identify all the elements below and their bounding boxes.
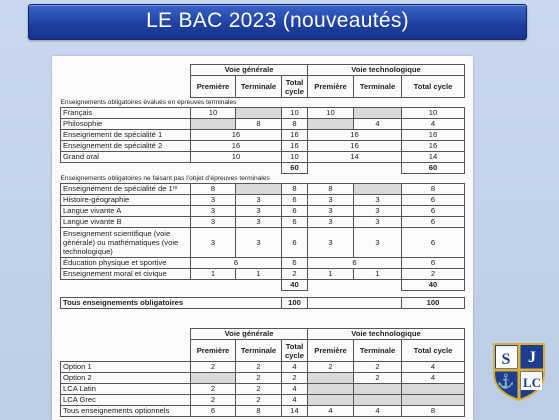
- section-label: Enseignements obligatoires ne faisant pas l’objet d’épreuves terminales: [60, 175, 270, 182]
- table-row: LCA Grec 2 2 4: [61, 395, 465, 406]
- col-header: Terminale: [236, 340, 282, 362]
- table-row: Enseignement de spécialité 2 16 16 16 16: [61, 141, 465, 152]
- table-row: LCA Latin 2 2 4: [61, 384, 465, 395]
- group-header-generale: Voie générale: [191, 65, 308, 76]
- table-row: Option 1 2 2 4 2 2 4: [61, 362, 465, 373]
- table-row: Langue vivante B 3 3 6 3 3 6: [61, 217, 465, 228]
- subtotal-row: 60 60: [61, 163, 465, 174]
- total-row: Tous enseignements obligatoires 100 100: [61, 298, 465, 309]
- svg-text:LC: LC: [522, 375, 542, 390]
- title-bar: [28, 4, 527, 40]
- table-row: Français 10 10 10 10: [61, 108, 465, 119]
- school-crest-logo: [490, 340, 548, 402]
- table-row: Grand oral 10 10 14 14: [61, 152, 465, 163]
- table-row: Enseignement scientifique (voie générale) ou mathématiques (voie technologique) 3 3 6 3 3 6: [61, 228, 465, 258]
- col-header: Total cycle: [402, 340, 465, 362]
- group-header-techno: Voie technologique: [308, 65, 465, 76]
- group-header-techno: Voie technologique: [308, 329, 465, 340]
- col-header: Terminale: [354, 76, 402, 98]
- group-header-generale: Voie générale: [191, 329, 308, 340]
- slide-title: LE BAC 2023 (nouveautés): [146, 9, 409, 32]
- col-header: Première: [191, 340, 236, 362]
- table-row: Enseignement moral et civique 1 1 2 1 1 2: [61, 269, 465, 280]
- table-row: Enseignement de spécialité de 1ʳᵉ 8 8 8 8: [61, 184, 465, 195]
- table-row: Tous enseignements optionnels 6 8 14 4 4 8: [61, 406, 465, 417]
- col-header: Terminale: [354, 340, 402, 362]
- section-label: Enseignements obligatoires évalués en épreuves terminales: [60, 99, 237, 106]
- col-header: Terminale: [236, 76, 282, 98]
- svg-text:J: J: [528, 349, 536, 366]
- table-options: [60, 328, 465, 417]
- table-row: Éducation physique et sportive 6 6 6 6: [61, 258, 465, 269]
- col-header: Total cycle: [402, 76, 465, 98]
- table-row: Enseignement de spécialité 1 16 16 16 16: [61, 130, 465, 141]
- subtotal-row: 40 40: [61, 280, 465, 291]
- svg-text:S: S: [501, 351, 511, 368]
- col-header: Première: [308, 76, 354, 98]
- col-header: Total cycle: [282, 340, 308, 362]
- document-page: [52, 56, 473, 420]
- col-header: Première: [308, 340, 354, 362]
- svg-text:⚓: ⚓: [497, 375, 515, 390]
- table-row: Option 2 2 2 2 4: [61, 373, 465, 384]
- table-row: Langue vivante A 3 3 6 3 3 6: [61, 206, 465, 217]
- table-row: Histoire-géographie 3 3 6 3 3 6: [61, 195, 465, 206]
- col-header: Première: [191, 76, 236, 98]
- table-row: Philosophie 8 8 4 4: [61, 119, 465, 130]
- table-main: [60, 64, 465, 309]
- col-header: Total cycle: [282, 76, 308, 98]
